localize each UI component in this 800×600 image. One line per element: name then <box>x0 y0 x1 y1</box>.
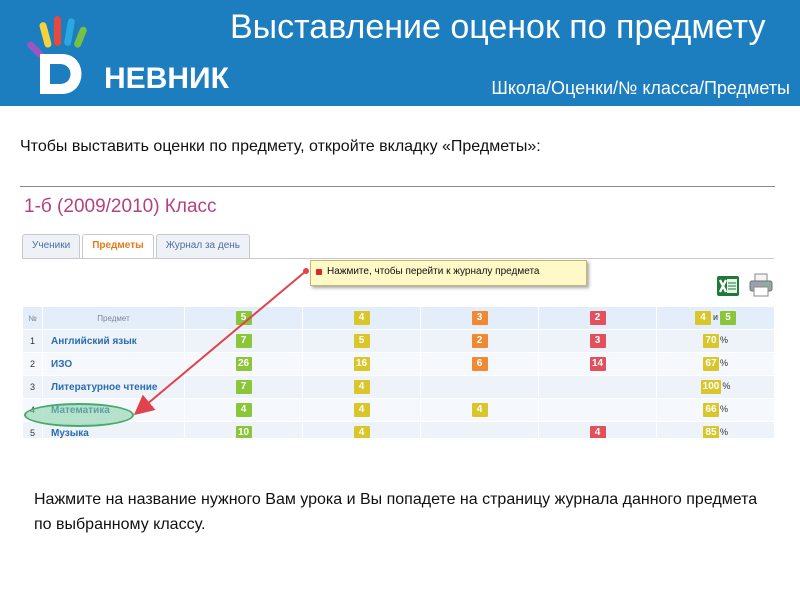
callout-text: Нажмите, чтобы перейти к журналу предмета <box>327 266 540 277</box>
instruction-text: Нажмите на название нужного Вам урока и Вы попадете на страницу журнала данного предмета по выбранному классу. <box>34 491 758 533</box>
intro-text: Чтобы выставить оценки по предмету, откройте вкладку «Предметы»: <box>20 138 541 155</box>
tab-students[interactable]: Ученики <box>22 234 80 259</box>
col-header-quality: 4 и 5 <box>657 307 775 330</box>
arrow-line <box>140 271 306 410</box>
page-title: Выставление оценок по предмету <box>230 8 766 46</box>
quality-percent: 70 % <box>657 330 775 353</box>
grade4-count: 16 <box>303 353 421 376</box>
quality-percent: 67 % <box>657 353 775 376</box>
subject-link-literature[interactable]: Литературное чтение <box>43 376 185 399</box>
class-title: 1-б (2009/2010) Класс <box>24 196 217 217</box>
grade2-count: 4 <box>539 422 657 445</box>
grade2-count: 3 <box>539 330 657 353</box>
grade3-count: 2 <box>421 330 539 353</box>
subject-link-art[interactable]: ИЗО <box>43 353 185 376</box>
grade4-count: 4 <box>303 422 421 445</box>
row-number: 5 <box>23 422 43 445</box>
subject-link-music[interactable]: Музыка <box>43 422 185 445</box>
col-header-grade4: 4 <box>303 307 421 330</box>
row-number: 2 <box>23 353 43 376</box>
logo-text: НЕВНИК <box>104 62 229 95</box>
grade5-count: 7 <box>185 376 303 399</box>
grade3-count: 4 <box>421 399 539 422</box>
subject-link-english[interactable]: Английский язык <box>43 330 185 353</box>
grade4-count: 4 <box>303 376 421 399</box>
grade5-count: 26 <box>185 353 303 376</box>
quality-percent: 66 % <box>657 399 775 422</box>
col-header-subject: Предмет <box>43 307 185 330</box>
quality-percent: 85 % <box>657 422 775 445</box>
row-number: 3 <box>23 376 43 399</box>
breadcrumb: Школа/Оценки/№ класса/Предметы <box>491 78 790 98</box>
tab-daily-journal[interactable]: Журнал за день <box>156 234 250 259</box>
grade2-count: 14 <box>539 353 657 376</box>
grade5-count: 7 <box>185 330 303 353</box>
col-header-grade2: 2 <box>539 307 657 330</box>
grade5-count: 10 <box>185 422 303 445</box>
grade4-count: 5 <box>303 330 421 353</box>
tab-subjects[interactable]: Предметы <box>82 234 153 259</box>
grade5-count: 4 <box>185 399 303 422</box>
col-header-grade5: 5 <box>185 307 303 330</box>
grade3-count: 6 <box>421 353 539 376</box>
quality-percent: 100 % <box>657 376 775 399</box>
col-header-num: № <box>23 307 43 330</box>
grade4-count: 4 <box>303 399 421 422</box>
col-header-grade3: 3 <box>421 307 539 330</box>
row-number: 1 <box>23 330 43 353</box>
